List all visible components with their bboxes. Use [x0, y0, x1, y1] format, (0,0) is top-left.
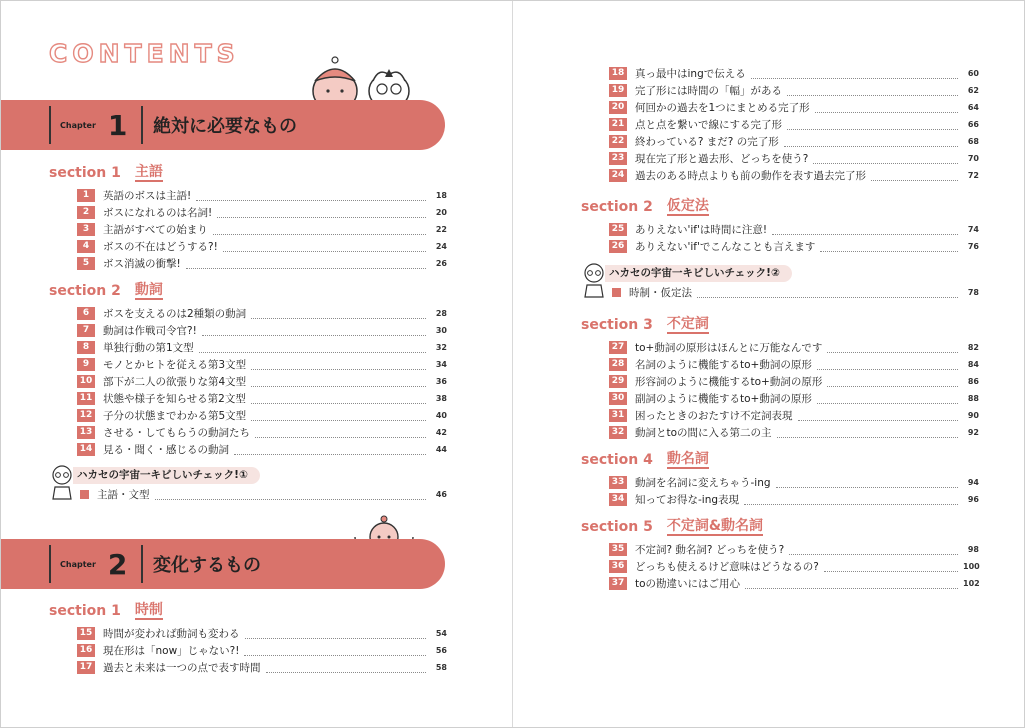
- entry-page: 94: [967, 478, 979, 487]
- entry-title: ありえない'if'でこんなことも言えます: [635, 241, 816, 253]
- toc-entry[interactable]: [77, 221, 447, 238]
- entry-number: 5: [77, 257, 95, 270]
- entry-title: 知ってお得な-ing表現: [635, 494, 740, 506]
- entry-number: 23: [609, 152, 627, 165]
- leader-dots: [266, 671, 427, 673]
- entry-title: 現在完了形と過去形、どっちを使う?: [635, 153, 809, 165]
- leader-dots: [213, 233, 426, 235]
- entry-page: 88: [967, 394, 979, 403]
- toc-entry[interactable]: [77, 407, 447, 424]
- section-label: section 1: [49, 165, 121, 181]
- entry-page: 72: [967, 171, 979, 180]
- leader-dots: [199, 351, 426, 353]
- entry-title: to+動詞の原形はほんとに万能なんです: [635, 342, 823, 354]
- check-block-2: [581, 265, 979, 303]
- entry-number: 19: [609, 84, 627, 97]
- entry-number: 28: [609, 358, 627, 371]
- entry-number: 13: [77, 426, 95, 439]
- leader-dots: [787, 128, 958, 130]
- toc-entry[interactable]: [77, 238, 447, 255]
- entry-title: させる・してもらうの動詞たち: [103, 427, 250, 439]
- entry-page: 92: [967, 428, 979, 437]
- toc-entry[interactable]: [77, 441, 447, 458]
- toc-entry[interactable]: [609, 221, 979, 238]
- leader-dots: [820, 250, 958, 252]
- leader-dots: [817, 368, 958, 370]
- entry-number: 24: [609, 169, 627, 182]
- entry-title: 副詞のように機能するto+動詞の原形: [635, 393, 812, 405]
- entry-page: 68: [967, 137, 979, 146]
- chapter-2-marker: [49, 545, 143, 583]
- toc-entry[interactable]: [77, 373, 447, 390]
- chapter-number: 2: [107, 547, 128, 581]
- leader-dots: [155, 498, 427, 500]
- section-label: section 2: [581, 199, 653, 215]
- toc-entry[interactable]: [609, 575, 979, 592]
- entry-number: 1: [77, 189, 95, 202]
- entry-number: 3: [77, 223, 95, 236]
- entry-title: 真っ最中はingで伝える: [635, 68, 746, 80]
- toc-entry[interactable]: [77, 322, 447, 339]
- entry-title: ボスの不在はどうする?!: [103, 241, 218, 253]
- toc-entry[interactable]: [609, 339, 979, 356]
- section-heading: [581, 518, 979, 536]
- toc-entry[interactable]: [609, 150, 979, 167]
- toc-entry[interactable]: [609, 167, 979, 184]
- section-infinitive: [581, 316, 979, 441]
- leader-dots: [798, 419, 959, 421]
- section-tense-continued: [581, 65, 979, 184]
- entry-number: 6: [77, 307, 95, 320]
- entry-title: 動詞を名詞に変えちゃう-ing: [635, 477, 771, 489]
- section-subject: [49, 164, 447, 272]
- chapter-title: 絶対に必要なもの: [153, 116, 297, 137]
- toc-entry[interactable]: [77, 625, 447, 642]
- section-title: 仮定法: [666, 197, 709, 214]
- entry-title: 英語のボスは主語!: [103, 190, 192, 202]
- entry-title: ボス消滅の衝撃!: [103, 258, 181, 270]
- entry-number: 27: [609, 341, 627, 354]
- leader-dots: [789, 553, 958, 555]
- right-page: [513, 1, 1024, 727]
- leader-dots: [815, 111, 958, 113]
- entry-number: 14: [77, 443, 95, 456]
- toc-entry[interactable]: [77, 390, 447, 407]
- toc-entry[interactable]: [77, 255, 447, 272]
- section-heading: [581, 316, 979, 334]
- chapter-label: Chapter: [60, 559, 96, 569]
- entry-page: 30: [435, 326, 447, 335]
- check-page: 46: [435, 490, 447, 499]
- toc-entry[interactable]: [77, 339, 447, 356]
- entry-title: 名詞のように機能するto+動詞の原形: [635, 359, 812, 371]
- toc-entry[interactable]: [609, 133, 979, 150]
- section-title: 時制: [134, 601, 163, 618]
- entry-number: 2: [77, 206, 95, 219]
- leader-dots: [251, 385, 426, 387]
- professor-mini-illustration: [49, 463, 75, 501]
- leader-dots: [787, 94, 958, 96]
- entry-number: 31: [609, 409, 627, 422]
- chapter-1-banner: [1, 100, 445, 150]
- entry-number: 36: [609, 560, 627, 573]
- entry-page: 62: [967, 86, 979, 95]
- entry-number: 34: [609, 493, 627, 506]
- toc-entry[interactable]: [609, 541, 979, 558]
- entry-page: 60: [967, 69, 979, 78]
- entry-number: 9: [77, 358, 95, 371]
- entry-number: 29: [609, 375, 627, 388]
- entry-page: 70: [967, 154, 979, 163]
- toc-entry[interactable]: [609, 424, 979, 441]
- entry-number: 21: [609, 118, 627, 131]
- chapter-number: 1: [107, 108, 128, 142]
- leader-dots: [202, 334, 426, 336]
- entry-number: 18: [609, 67, 627, 80]
- chapter-label: Chapter: [60, 120, 96, 130]
- entry-number: 4: [77, 240, 95, 253]
- entry-title: 点と点を繋いで線にする完了形: [635, 119, 782, 131]
- entry-page: 28: [435, 309, 447, 318]
- toc-entry[interactable]: [609, 116, 979, 133]
- entry-number: 25: [609, 223, 627, 236]
- toc-entry[interactable]: [609, 474, 979, 491]
- entry-page: 56: [435, 646, 447, 655]
- entry-page: 32: [435, 343, 447, 352]
- leader-dots: [751, 77, 958, 79]
- entry-page: 54: [435, 629, 447, 638]
- entry-title: 状態や様子を知らせる第2文型: [103, 393, 246, 405]
- chapter-1-marker: [49, 106, 143, 144]
- section-title: 動詞: [134, 281, 163, 298]
- entry-page: 26: [435, 259, 447, 268]
- toc-entry[interactable]: [77, 356, 447, 373]
- entry-page: 34: [435, 360, 447, 369]
- entry-title: 子分の状態までわかる第5文型: [103, 410, 247, 422]
- section-label: section 2: [49, 283, 121, 299]
- leader-dots: [776, 486, 958, 488]
- entry-title: ボスになれるのは名詞!: [103, 207, 213, 219]
- leader-dots: [827, 351, 958, 353]
- contents-heading: CONTENTS: [49, 39, 240, 68]
- section-label: section 4: [581, 452, 653, 468]
- leader-dots: [824, 570, 958, 572]
- check-block-1: [49, 467, 447, 505]
- entry-number: 8: [77, 341, 95, 354]
- section-tense: [49, 602, 447, 676]
- entry-page: 38: [435, 394, 447, 403]
- entry-title: 時間が変われば動詞も変わる: [103, 628, 240, 640]
- toc-entry[interactable]: [77, 659, 447, 676]
- entry-title: 主語がすべての始まり: [103, 224, 208, 236]
- bullet-square: [80, 490, 89, 499]
- entry-title: 見る・聞く・感じるの動詞: [103, 444, 229, 456]
- leader-dots: [255, 436, 426, 438]
- entry-title: 現在形は「now」じゃない?!: [103, 645, 240, 657]
- entry-title: 部下が二人の欲張りな第4文型: [103, 376, 247, 388]
- entry-title: どっちも使えるけど意味はどうなるの?: [635, 561, 819, 573]
- entry-number: 37: [609, 577, 627, 590]
- chapter-2-banner: [1, 539, 445, 589]
- toc-entry[interactable]: [609, 82, 979, 99]
- entry-page: 90: [967, 411, 979, 420]
- entry-title: 動詞とtoの間に入る第二の主: [635, 427, 772, 439]
- entry-page: 74: [967, 225, 979, 234]
- leader-dots: [827, 385, 958, 387]
- toc-entry[interactable]: [609, 390, 979, 407]
- toc-entry[interactable]: [77, 305, 447, 322]
- leader-dots: [817, 402, 958, 404]
- leader-dots: [777, 436, 958, 438]
- left-page: [1, 1, 513, 727]
- toc-entry[interactable]: [609, 356, 979, 373]
- leader-dots: [196, 199, 426, 201]
- leader-dots: [871, 179, 958, 181]
- toc-entry[interactable]: [609, 373, 979, 390]
- entry-number: 7: [77, 324, 95, 337]
- entry-title: モノとかヒトを従える第3文型: [103, 359, 247, 371]
- section-title: 主語: [134, 163, 163, 180]
- leader-dots: [251, 419, 426, 421]
- leader-dots: [251, 317, 426, 319]
- leader-dots: [217, 216, 426, 218]
- section-label: section 1: [49, 603, 121, 619]
- entry-number: 32: [609, 426, 627, 439]
- toc-entry[interactable]: [77, 204, 447, 221]
- section-label: section 5: [581, 519, 653, 535]
- professor-mini-illustration: [581, 261, 607, 299]
- entry-number: 15: [77, 627, 95, 640]
- entry-page: 40: [435, 411, 447, 420]
- entry-title: 過去と未来は一つの点で表す時間: [103, 662, 261, 674]
- section-heading: [49, 164, 447, 182]
- entry-page: 36: [435, 377, 447, 386]
- toc-entry[interactable]: [609, 65, 979, 82]
- entry-page: 76: [967, 242, 979, 251]
- entry-page: 20: [435, 208, 447, 217]
- entry-title: 何回かの過去を1つにまとめる完了形: [635, 102, 810, 114]
- entry-number: 26: [609, 240, 627, 253]
- entry-number: 30: [609, 392, 627, 405]
- entry-page: 82: [967, 343, 979, 352]
- leader-dots: [784, 145, 958, 147]
- entry-page: 102: [963, 579, 980, 588]
- entry-page: 96: [967, 495, 979, 504]
- entry-title: ボスを支えるのは2種類の動詞: [103, 308, 247, 320]
- entry-title: 完了形には時間の「幅」がある: [635, 85, 782, 97]
- leader-dots: [244, 654, 426, 656]
- entry-page: 24: [435, 242, 447, 251]
- section-heading: [49, 282, 447, 300]
- section-title: 不定詞&動名詞: [666, 517, 764, 534]
- entry-number: 10: [77, 375, 95, 388]
- check-entry[interactable]: [77, 486, 447, 503]
- check-label: ハカセの宇宙一キビしいチェック!①: [73, 467, 260, 484]
- check-page: 78: [967, 288, 979, 297]
- toc-entry[interactable]: [77, 642, 447, 659]
- entry-title: 終わっている? まだ? の完了形: [635, 136, 779, 148]
- entry-title: 形容詞のように機能するto+動詞の原形: [635, 376, 823, 388]
- toc-entry[interactable]: [609, 491, 979, 508]
- bullet-square: [612, 288, 621, 297]
- entry-page: 84: [967, 360, 979, 369]
- check-label: ハカセの宇宙一キビしいチェック!②: [605, 265, 792, 282]
- section-infinitive-gerund: [581, 518, 979, 592]
- leader-dots: [234, 453, 426, 455]
- section-title: 不定詞: [666, 315, 709, 332]
- entry-title: ありえない'if'は時間に注意!: [635, 224, 768, 236]
- entry-number: 20: [609, 101, 627, 114]
- toc-entry[interactable]: [609, 99, 979, 116]
- entry-page: 100: [963, 562, 980, 571]
- section-gerund: [581, 451, 979, 508]
- leader-dots: [813, 162, 958, 164]
- section-title: 動名詞: [666, 450, 709, 467]
- entry-number: 33: [609, 476, 627, 489]
- entry-title: 動詞は作戦司令官?!: [103, 325, 197, 337]
- entry-title: 過去のある時点よりも前の動作を表す過去完了形: [635, 170, 866, 182]
- entry-page: 22: [435, 225, 447, 234]
- section-heading: [581, 451, 979, 469]
- check-entry[interactable]: [609, 284, 979, 301]
- entry-title: 単独行動の第1文型: [103, 342, 194, 354]
- entry-page: 66: [967, 120, 979, 129]
- leader-dots: [223, 250, 426, 252]
- section-subjunctive: [581, 198, 979, 255]
- entry-number: 12: [77, 409, 95, 422]
- leader-dots: [745, 587, 958, 589]
- leader-dots: [186, 267, 426, 269]
- entry-number: 11: [77, 392, 95, 405]
- toc-entry[interactable]: [609, 238, 979, 255]
- leader-dots: [744, 503, 958, 505]
- characters-peeking-illustration: [299, 53, 419, 103]
- section-heading: [49, 602, 447, 620]
- entry-number: 22: [609, 135, 627, 148]
- entry-title: toの勘違いにはご用心: [635, 578, 741, 590]
- leader-dots: [251, 402, 426, 404]
- toc-entry[interactable]: [77, 424, 447, 441]
- chapter-title: 変化するもの: [153, 555, 261, 576]
- entry-page: 44: [435, 445, 447, 454]
- entry-page: 58: [435, 663, 447, 672]
- entry-page: 42: [435, 428, 447, 437]
- entry-number: 35: [609, 543, 627, 556]
- leader-dots: [245, 637, 427, 639]
- toc-entry[interactable]: [77, 187, 447, 204]
- section-label: section 3: [581, 317, 653, 333]
- toc-entry[interactable]: [609, 407, 979, 424]
- toc-entry[interactable]: [609, 558, 979, 575]
- check-item: 主語・文型: [97, 489, 150, 501]
- entry-title: 困ったときのおたすけ不定詞表現: [635, 410, 793, 422]
- entry-title: 不定詞? 動名詞? どっちを使う?: [635, 544, 785, 556]
- entry-page: 64: [967, 103, 979, 112]
- leader-dots: [251, 368, 426, 370]
- entry-page: 86: [967, 377, 979, 386]
- section-verb: [49, 282, 447, 458]
- entry-page: 18: [435, 191, 447, 200]
- entry-number: 17: [77, 661, 95, 674]
- check-item: 時制・仮定法: [629, 287, 692, 299]
- leader-dots: [772, 233, 958, 235]
- leader-dots: [697, 296, 958, 298]
- entry-number: 16: [77, 644, 95, 657]
- entry-page: 98: [967, 545, 979, 554]
- section-heading: [581, 198, 979, 216]
